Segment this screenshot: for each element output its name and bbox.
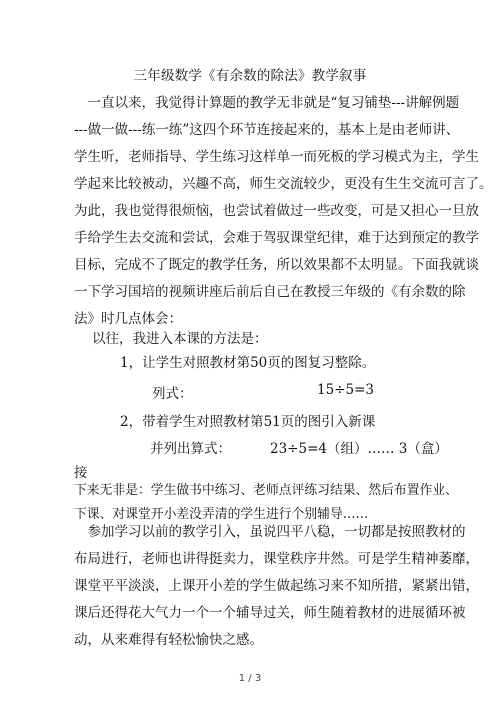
text-line-next-2: 下课、对课堂开小差没弄清的学生进行个别辅导……: [74, 507, 369, 522]
document-title: 三年级数学《有余数的除法》教学叙事: [133, 68, 367, 84]
text-line: 布局进行，老师也讲得挺卖力，课堂秩序井然。可是学生精神萎靡，: [74, 551, 479, 567]
text-line: 课后还得花大气力一个一个辅导过关，师生随着教材的进展循环被: [74, 605, 466, 621]
text-line: 学生听，老师指导、学生练习这样单一而死板的学习模式为主，学生: [74, 149, 479, 165]
step-2-tail: 接: [74, 465, 88, 481]
page-number: 1 / 3: [238, 673, 262, 684]
step-2: 2，带着学生对照教材第51页的图引入新课: [120, 414, 376, 430]
step-1: 1，让学生对照教材第50页的图复习整除。: [120, 355, 376, 371]
text-line: 目标，完成不了既定的教学任务，所以效果都不太明显。下面我就谈: [74, 257, 479, 273]
text-line: 课堂平平淡淡，上课开小差的学生做起练习来不知所措，紧紧出错，: [74, 578, 479, 594]
text-line-next-1: 下来无非是：学生做书中练习、老师点评练习结果、然后布置作业、: [74, 483, 458, 498]
text-line: 一直以来，我觉得计算题的教学无非就是“复习铺垫---讲解例题: [74, 95, 460, 111]
text-line: 动，从来难得有轻松愉快之感。: [74, 632, 263, 648]
text-line: ---做一做---练一练”这四个环节连接起来的，基本上是由老师讲、: [74, 122, 460, 138]
step-2-formula: 23÷5=4（组）…… 3（盒）: [270, 441, 448, 457]
text-line: 手给学生去交流和尝试，会难于驾驭课堂纪律，难于达到预定的教学: [74, 230, 479, 246]
paragraph-intro: [74, 90, 493, 327]
text-line: 法》时几点体会：: [74, 311, 182, 327]
step-2-label: 并列出算式：: [150, 441, 231, 457]
text-line: 一下学习国培的视频讲座后前后自己在教授三年级的《有余数的除: [74, 284, 466, 300]
text-line: 为此，我也觉得很烦恼，也尝试着做过一些改变，可是又担心一旦放: [74, 203, 479, 219]
paragraph-reflection: [74, 519, 479, 654]
text-line: 学起来比较被动，兴趣不高，师生交流较少，更没有生生交流可言了。: [74, 176, 493, 192]
step-1-label: 列式：: [152, 386, 193, 402]
text-line: 参加学习以前的教学引入，虽说四平八稳，一切都是按照教材的: [74, 524, 466, 540]
step-1-formula: 15÷5=3: [317, 382, 374, 398]
method-intro: 以往，我进入本课的方法是：: [92, 331, 268, 347]
